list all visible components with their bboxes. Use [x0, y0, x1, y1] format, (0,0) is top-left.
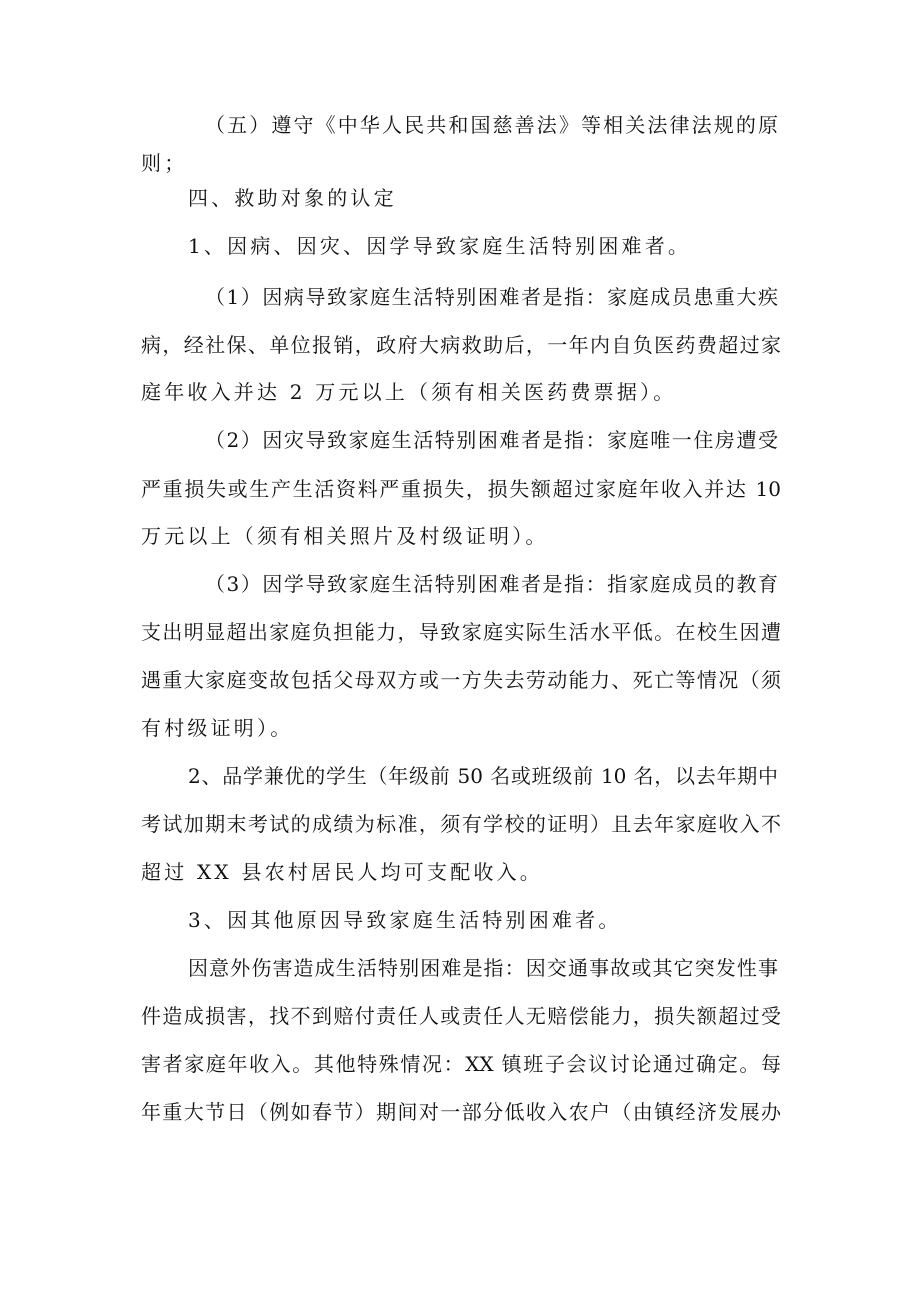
item-1-2-line-2: 严重损失或生产生活资料严重损失，损失额超过家庭年收入并达 10	[141, 477, 781, 501]
principle-5-line-1: （五）遵守《中华人民共和国慈善法》等相关法律法规的原	[205, 113, 778, 137]
item-2-line-2: 考试加期末考试的成绩为标准，须有学校的证明）且去年家庭收入不	[141, 812, 781, 836]
section-heading-4: 四、救助对象的认定	[188, 186, 397, 210]
item-1-1-line-3: 庭年收入并达 2 万元以上（须有相关医药费票据）。	[141, 380, 677, 404]
item-3-line-4: 年重大节日（例如春节）期间对一部分低收入农户（由镇经济发展办	[141, 1100, 781, 1124]
item-1-1-line-1: （1）因病导致家庭生活特别困难者是指：家庭成员患重大疾	[205, 285, 778, 309]
item-3-heading: 3、因其他原因导致家庭生活特别困难者。	[188, 908, 622, 932]
item-1-2-line-3: 万元以上（须有相关照片及村级证明）。	[141, 524, 549, 548]
item-1-heading: 1、因病、因灾、因学导致家庭生活特别困难者。	[188, 234, 692, 258]
item-1-3-line-3: 遇重大家庭变故包括父母双方或一方失去劳动能力、死亡等情况（须	[141, 668, 781, 692]
item-1-3-line-4: 有村级证明）。	[141, 716, 294, 740]
item-3-line-2: 件造成损害，找不到赔付责任人或责任人无赔偿能力，损失额超过受	[141, 1004, 781, 1028]
item-1-3-line-2: 支出明显超出家庭负担能力，导致家庭实际生活水平低。在校生因遭	[141, 620, 781, 644]
item-1-2-line-1: （2）因灾导致家庭生活特别困难者是指：家庭唯一住房遭受	[205, 428, 778, 452]
principle-5-line-2: 则；	[141, 151, 188, 175]
item-3-line-3: 害者家庭年收入。其他特殊情况：XX 镇班子会议讨论通过确定。每	[141, 1052, 781, 1076]
item-2-line-3: 超过 XX 县农村居民人均可支配收入。	[141, 860, 543, 884]
item-3-line-1: 因意外伤害造成生活特别困难是指：因交通事故或其它突发性事	[188, 956, 778, 980]
item-1-3-line-1: （3）因学导致家庭生活特别困难者是指：指家庭成员的教育	[205, 572, 778, 596]
item-2-line-1: 2、品学兼优的学生（年级前 50 名或班级前 10 名，以去年期中	[188, 764, 778, 788]
item-1-1-line-2: 病，经社保、单位报销，政府大病救助后，一年内自负医药费超过家	[141, 333, 781, 357]
